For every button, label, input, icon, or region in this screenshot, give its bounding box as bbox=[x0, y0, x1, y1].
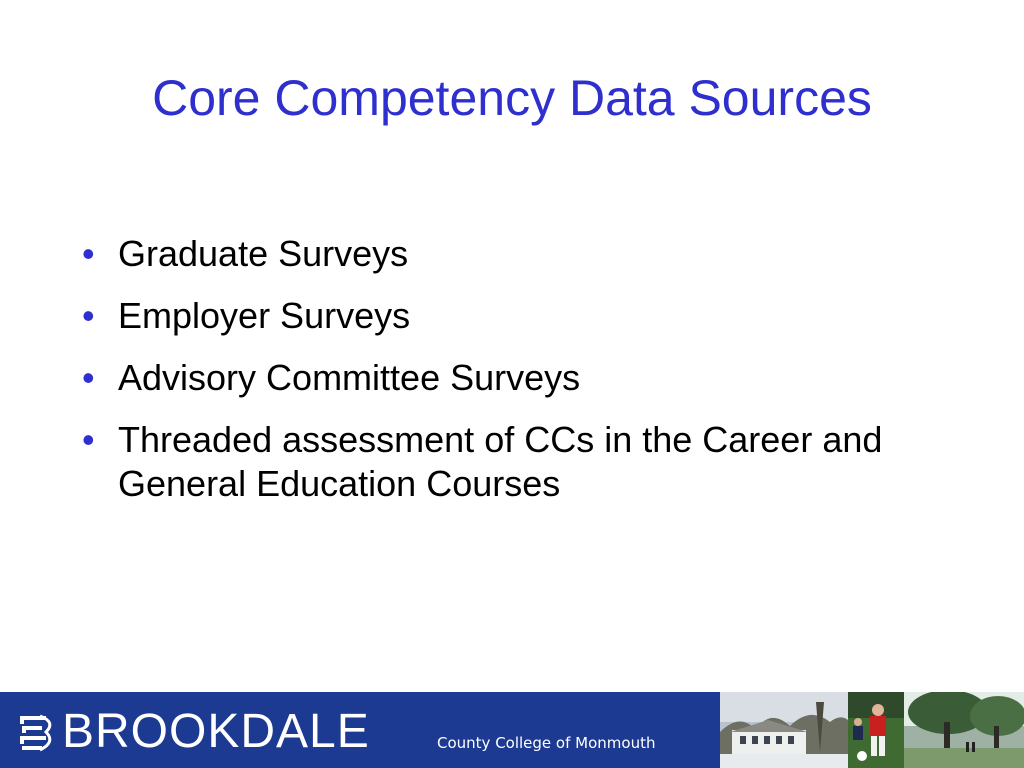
bullet-dot-icon: • bbox=[82, 419, 95, 460]
brand-subtitle: County College of Monmouth bbox=[437, 734, 656, 752]
bullet-dot-icon: • bbox=[82, 233, 95, 274]
brookdale-logo bbox=[0, 692, 720, 768]
bullet-item bbox=[82, 356, 982, 400]
bullet-item bbox=[82, 418, 982, 506]
bullet-dot-icon: • bbox=[82, 357, 95, 398]
campus-building-photo bbox=[720, 692, 848, 768]
bullet-list bbox=[82, 232, 982, 524]
bullet-text: Advisory Committee Surveys bbox=[118, 357, 581, 398]
brand-name: BROOKDALE bbox=[62, 705, 370, 758]
footer-banner bbox=[0, 692, 1024, 768]
bullet-dot-icon: • bbox=[82, 295, 95, 336]
soccer-players-photo bbox=[848, 692, 904, 768]
bullet-text: Threaded assessment of CCs in the Career and General Education Courses bbox=[118, 419, 883, 504]
tree-landscape-photo bbox=[904, 692, 1024, 768]
slide-title: Core Competency Data Sources bbox=[152, 70, 872, 126]
bullet-item bbox=[82, 294, 982, 338]
brookdale-logo-icon bbox=[18, 710, 58, 754]
bullet-text: Employer Surveys bbox=[118, 295, 411, 336]
bullet-item bbox=[82, 232, 982, 276]
bullet-text: Graduate Surveys bbox=[118, 233, 409, 274]
